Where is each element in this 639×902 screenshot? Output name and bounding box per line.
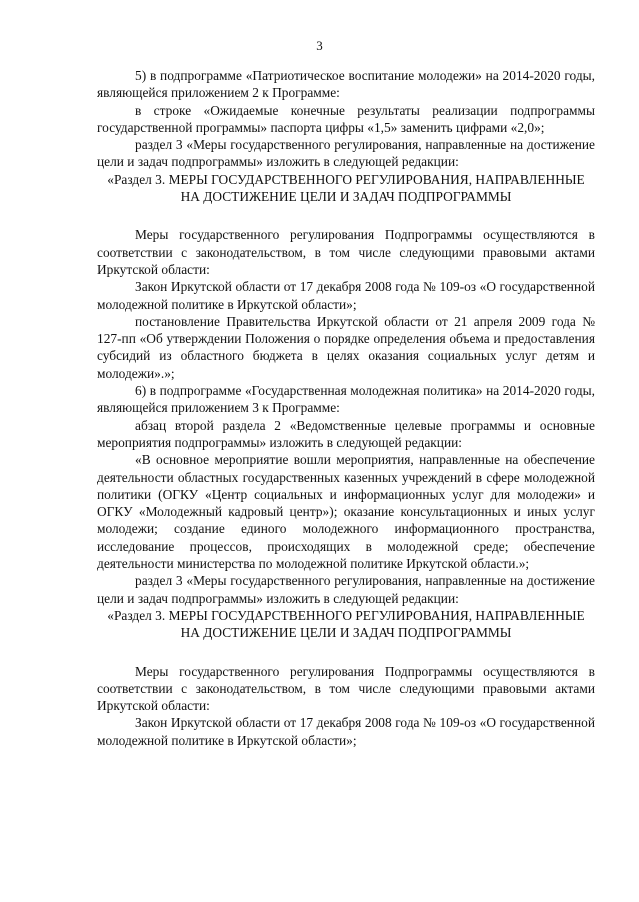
paragraph: Меры государственного регулирования Подпрограммы осуществляются в соответствии с законодательством, в том числе следующими правовыми актами Иркутской области: — [97, 227, 595, 277]
paragraph: Меры государственного регулирования Подпрограммы осуществляются в соответствии с законодательством, в том числе следующими правовыми актами Иркутской области: — [97, 663, 595, 714]
paragraph-gap — [97, 642, 595, 663]
page-number: 3 — [316, 38, 323, 53]
paragraph: «В основное мероприятие вошли мероприятия, направленные на обеспечение деятельности областных государственных казенных учреждений в сфере молодежной политики (ОГКУ «Центр социальных и информационных услуг для молодежи» и ОГКУ «Молодежный кадровый центр»); оказание консультационных и иных услуг молодежи; создание единого молодежного информационного пространства, исследование процессов, происходящих в молодежной среде; обеспечение деятельности министерства по молодежной политике Иркутской области.»; — [97, 452, 595, 572]
paragraph-gap — [97, 205, 595, 226]
paragraph: раздел 3 «Меры государственного регулирования, направленные на достижение цели и задач подпрограммы» изложить в следующей редакции: — [97, 137, 595, 170]
paragraph: Закон Иркутской области от 17 декабря 2008 года № 109-оз «О государственной молодежной политике в Иркутской области»; — [97, 715, 595, 748]
paragraph: в строке «Ожидаемые конечные результаты реализации подпрограммы государственной программы» паспорта цифры «1,5» заменить цифрами «2,0»; — [97, 102, 595, 135]
paragraph: Закон Иркутской области от 17 декабря 2008 года № 109-оз «О государственной молодежной политике в Иркутской области»; — [97, 279, 595, 312]
paragraph: 6) в подпрограмме «Государственная молодежная политика» на 2014-2020 годы, являющейся приложением 3 к Программе: — [97, 383, 595, 416]
paragraph: раздел 3 «Меры государственного регулирования, направленные на достижение цели и задач подпрограммы» изложить в следующей редакции: — [97, 573, 595, 606]
paragraph: постановление Правительства Иркутской области от 21 апреля 2009 года № 127-пп «Об утверждении Положения о порядке определения объема и предоставления субсидий из областного бюджета в целях оказания социальных услуг детям и молодежи».»; — [97, 313, 595, 381]
paragraph: абзац второй раздела 2 «Ведомственные целевые программы и основные мероприятия подпрограммы» изложить в следующей редакции: — [97, 417, 595, 450]
paragraph: 5) в подпрограмме «Патриотическое воспитание молодежи» на 2014-2020 годы, являющейся приложением 2 к Программе: — [97, 68, 595, 101]
document-body — [97, 67, 595, 749]
section-heading: «Раздел 3. МЕРЫ ГОСУДАРСТВЕННОГО РЕГУЛИРОВАНИЯ, НАПРАВЛЕННЫЕ НА ДОСТИЖЕНИЕ ЦЕЛИ И ЗАДАЧ ПОДПРОГРАММЫ — [107, 607, 585, 641]
section-heading: «Раздел 3. МЕРЫ ГОСУДАРСТВЕННОГО РЕГУЛИРОВАНИЯ, НАПРАВЛЕННЫЕ НА ДОСТИЖЕНИЕ ЦЕЛИ И ЗАДАЧ ПОДПРОГРАММЫ — [107, 171, 585, 205]
